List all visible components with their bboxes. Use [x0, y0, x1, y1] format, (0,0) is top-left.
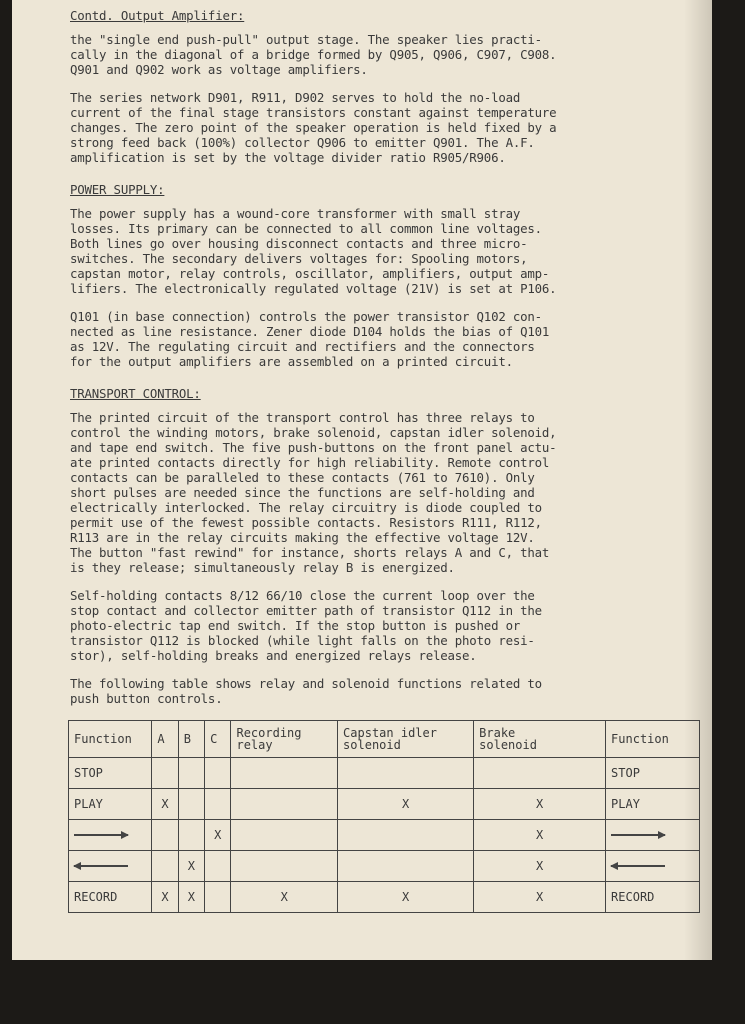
- text-line: nected as line resistance. Zener diode D104 holds the bias of Q101: [70, 324, 550, 339]
- text-line: The following table shows relay and solenoid functions related to: [70, 676, 542, 691]
- text-line: Q101 (in base connection) controls the power transistor Q102 con-: [70, 309, 542, 324]
- text-line: The series network D901, R911, D902 serves to hold the no-load: [70, 90, 521, 105]
- text-line: capstan motor, relay controls, oscillator, amplifiers, output amp-: [70, 266, 550, 281]
- text-line: cally in the diagonal of a bridge formed by Q905, Q906, C907, C908.: [70, 47, 557, 62]
- cell-recording-relay: [231, 820, 338, 851]
- paragraph: [70, 676, 690, 706]
- table-row: [69, 820, 700, 851]
- text-line: permit use of the fewest possible contacts. Resistors R111, R112,: [70, 515, 542, 530]
- cell-relay-c: [205, 851, 231, 882]
- row-function-right: [606, 851, 700, 882]
- header-relay-b: B: [178, 721, 204, 758]
- table-header-row: [69, 721, 700, 758]
- paragraph: [70, 588, 690, 663]
- cell-brake-solenoid: X: [474, 789, 606, 820]
- cell-relay-a: [152, 758, 178, 789]
- text-line: is they release; simultaneously relay B is energized.: [70, 560, 455, 575]
- cell-brake-solenoid: X: [474, 820, 606, 851]
- text-line: The power supply has a wound-core transformer with small stray: [70, 206, 521, 221]
- row-function-right: RECORD: [606, 882, 700, 913]
- cell-recording-relay: X: [231, 882, 338, 913]
- paragraph: [70, 410, 690, 575]
- table-row: [69, 789, 700, 820]
- text-line: Both lines go over housing disconnect contacts and three micro-: [70, 236, 528, 251]
- text-line: electrically interlocked. The relay circuitry is diode coupled to: [70, 500, 542, 515]
- cell-relay-a: X: [152, 789, 178, 820]
- cell-capstan-idler: X: [338, 882, 474, 913]
- header-capstan-idler-solenoid: Capstan idler solenoid: [338, 721, 474, 758]
- text-line: for the output amplifiers are assembled on a printed circuit.: [70, 354, 513, 369]
- text-line: push button controls.: [70, 691, 223, 706]
- table-row: [69, 851, 700, 882]
- paragraph: [70, 90, 690, 165]
- text-line: as 12V. The regulating circuit and rectifiers and the connectors: [70, 339, 535, 354]
- paragraph: [70, 206, 690, 296]
- arrow-left-icon: [74, 862, 128, 870]
- cell-brake-solenoid: X: [474, 851, 606, 882]
- cell-recording-relay: [231, 789, 338, 820]
- cell-brake-solenoid: X: [474, 882, 606, 913]
- text-line: amplification is set by the voltage divider ratio R905/R906.: [70, 150, 506, 165]
- section-heading: POWER SUPPLY:: [70, 182, 165, 197]
- cell-relay-a: [152, 820, 178, 851]
- arrow-right-icon: [74, 831, 128, 839]
- table-row: [69, 758, 700, 789]
- header-recording-relay: Recording relay: [231, 721, 338, 758]
- text-line: The printed circuit of the transport control has three relays to: [70, 410, 535, 425]
- row-function-right: [606, 820, 700, 851]
- text-line: strong feed back (100%) collector Q906 to emitter Q901. The A.F.: [70, 135, 535, 150]
- cell-relay-b: [178, 789, 204, 820]
- arrow-right-icon: [611, 831, 665, 839]
- section-heading: TRANSPORT CONTROL:: [70, 386, 201, 401]
- cell-relay-c: X: [205, 820, 231, 851]
- header-relay-c: C: [205, 721, 231, 758]
- header-function-right: Function: [606, 721, 700, 758]
- arrow-left-icon: [611, 862, 665, 870]
- text-line: Q901 and Q902 work as voltage amplifiers.: [70, 62, 368, 77]
- cell-relay-c: [205, 789, 231, 820]
- header-relay-a: A: [152, 721, 178, 758]
- row-function-right: STOP: [606, 758, 700, 789]
- text-line: losses. Its primary can be connected to all common line voltages.: [70, 221, 542, 236]
- text-line: contacts can be paralleled to these contacts (761 to 7610). Only: [70, 470, 535, 485]
- cell-capstan-idler: [338, 820, 474, 851]
- cell-relay-b: [178, 758, 204, 789]
- row-function-left: [69, 851, 152, 882]
- text-line: changes. The zero point of the speaker operation is held fixed by a: [70, 120, 557, 135]
- text-line: ate printed contacts directly for high reliability. Remote control: [70, 455, 550, 470]
- cell-relay-b: [178, 820, 204, 851]
- cell-relay-c: [205, 882, 231, 913]
- cell-capstan-idler: [338, 758, 474, 789]
- text-line: R113 are in the relay circuits making the effective voltage 12V.: [70, 530, 535, 545]
- cell-brake-solenoid: [474, 758, 606, 789]
- text-line: photo-electric tap end switch. If the stop button is pushed or: [70, 618, 521, 633]
- cell-recording-relay: [231, 758, 338, 789]
- text-line: switches. The secondary delivers voltages for: Spooling motors,: [70, 251, 528, 266]
- cell-relay-b: X: [178, 851, 204, 882]
- text-line: the "single end push-pull" output stage. The speaker lies practi-: [70, 32, 542, 47]
- row-function-right: PLAY: [606, 789, 700, 820]
- text-line: The button "fast rewind" for instance, shorts relays A and C, that: [70, 545, 550, 560]
- cell-relay-a: [152, 851, 178, 882]
- text-line: and tape end switch. The five push-buttons on the front panel actu-: [70, 440, 557, 455]
- section-heading: Contd. Output Amplifier:: [70, 8, 245, 23]
- row-function-left: [69, 820, 152, 851]
- cell-capstan-idler: [338, 851, 474, 882]
- document-text: [70, 8, 690, 719]
- relay-function-table: [68, 720, 700, 913]
- cell-capstan-idler: X: [338, 789, 474, 820]
- table-row: [69, 882, 700, 913]
- cell-recording-relay: [231, 851, 338, 882]
- text-line: Self-holding contacts 8/12 66/10 close the current loop over the: [70, 588, 535, 603]
- paragraph: [70, 309, 690, 369]
- text-line: short pulses are needed since the functions are self-holding and: [70, 485, 535, 500]
- cell-relay-a: X: [152, 882, 178, 913]
- row-function-left: STOP: [69, 758, 152, 789]
- text-line: transistor Q112 is blocked (while light falls on the photo resi-: [70, 633, 535, 648]
- header-brake-solenoid: Brake solenoid: [474, 721, 606, 758]
- text-line: lifiers. The electronically regulated voltage (21V) is set at P106.: [70, 281, 557, 296]
- row-function-left: RECORD: [69, 882, 152, 913]
- cell-relay-c: [205, 758, 231, 789]
- text-line: current of the final stage transistors constant against temperature: [70, 105, 557, 120]
- text-line: stor), self-holding breaks and energized relays release.: [70, 648, 477, 663]
- row-function-left: PLAY: [69, 789, 152, 820]
- table-body: [69, 758, 700, 913]
- text-line: control the winding motors, brake solenoid, capstan idler solenoid,: [70, 425, 557, 440]
- text-line: stop contact and collector emitter path of transistor Q112 in the: [70, 603, 542, 618]
- cell-relay-b: X: [178, 882, 204, 913]
- paragraph: [70, 32, 690, 77]
- document-page: [12, 0, 712, 960]
- header-function-left: Function: [69, 721, 152, 758]
